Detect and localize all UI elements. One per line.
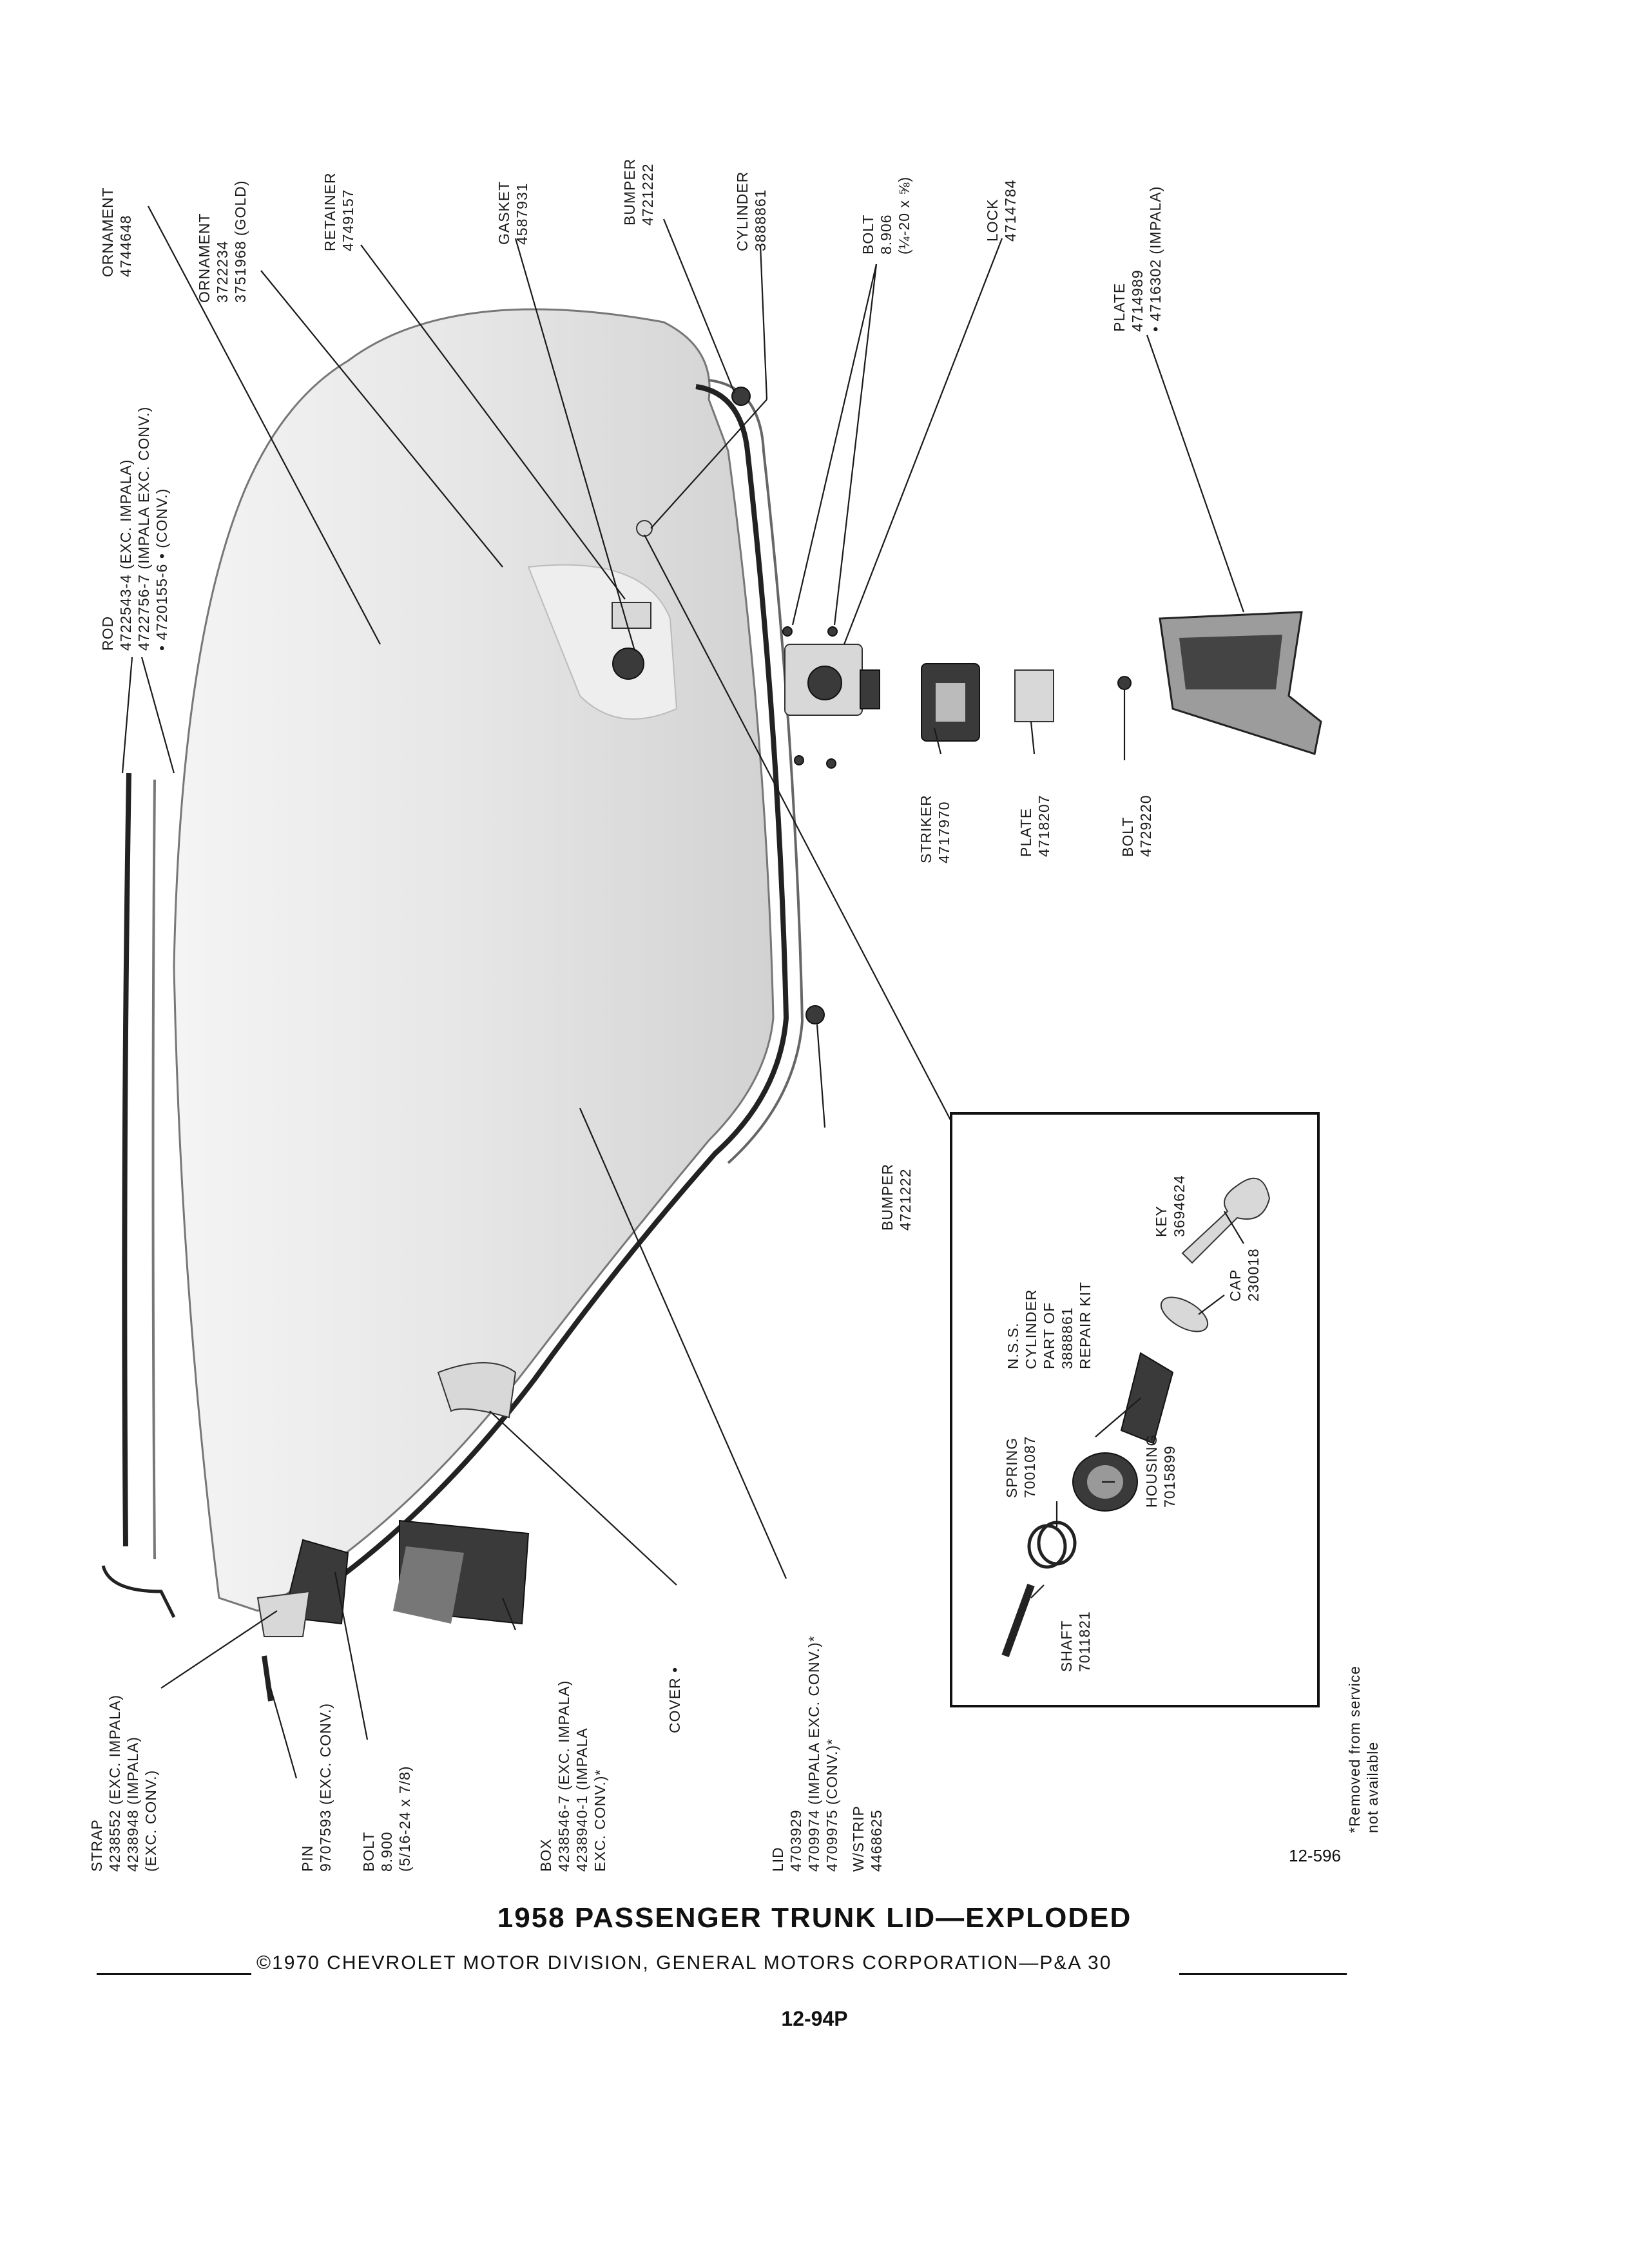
label-line: 8.900 — [378, 1831, 395, 1872]
copyright-text: ©1970 CHEVROLET MOTOR DIVISION, GENERAL MOTORS CORPORATION—P&A 30 — [256, 1952, 1112, 1974]
label-line: 4709975 (CONV.)* — [824, 1738, 840, 1872]
strap-rod — [103, 773, 174, 1617]
label-line: BOLT — [1119, 816, 1136, 857]
label-line: ORNAMENT — [99, 187, 116, 277]
striker-part — [921, 664, 979, 741]
label-line: 9707593 (EXC. CONV.) — [317, 1702, 334, 1872]
label-line: 8.906 — [878, 214, 894, 255]
label-line: 4744648 — [117, 215, 134, 277]
label-line: PLATE — [1111, 282, 1128, 332]
label-line: 4703929 — [787, 1809, 804, 1872]
label-line: 4722543-4 (EXC. IMPALA) — [117, 459, 134, 651]
label-line: 4238940-1 (IMPALA — [574, 1727, 590, 1872]
label-nss-cylinder — [1005, 1282, 1094, 1369]
page-number: 12-94P — [781, 2007, 848, 2030]
label-line: 3722234 — [214, 240, 231, 303]
label-line: PLATE — [1017, 807, 1034, 857]
label-line: CYLINDER — [1023, 1289, 1039, 1369]
label-line: BOLT — [860, 214, 876, 255]
label-line: 4722756-7 (IMPALA EXC. CONV.) — [135, 406, 152, 651]
label-line: (5/16-24 x 7/8) — [396, 1765, 413, 1872]
label-retainer — [322, 172, 356, 251]
label-line: LOCK — [984, 198, 1001, 242]
label-lid — [769, 1635, 840, 1872]
lock-assembly — [785, 644, 880, 715]
label-line: CAP — [1227, 1269, 1244, 1302]
label-line: COVER • — [666, 1666, 683, 1733]
label-bolt-bottom — [360, 1765, 413, 1872]
shaft-part — [1005, 1585, 1031, 1656]
figure-reference: 12-596 — [1289, 1846, 1341, 1865]
label-bumper-top — [621, 159, 656, 226]
label-line: REPAIR KIT — [1077, 1281, 1094, 1369]
label-line: 3694624 — [1171, 1175, 1188, 1237]
label-line: SPRING — [1003, 1437, 1020, 1498]
label-line: BUMPER — [621, 158, 638, 226]
box-part — [393, 1521, 528, 1624]
label-striker — [918, 794, 952, 863]
label-bolt-lock — [860, 177, 912, 255]
label-cover — [666, 1667, 683, 1733]
label-line: 4729220 — [1137, 794, 1154, 857]
label-strap — [88, 1695, 159, 1872]
label-line: • 4720155-6 • (CONV.) — [153, 488, 170, 651]
page-title: 1958 PASSENGER TRUNK LID—EXPLODED — [497, 1902, 1132, 1934]
label-line: 4721222 — [639, 163, 656, 226]
label-line: 3888861 — [1059, 1307, 1075, 1369]
label-plate-top — [1111, 186, 1164, 332]
label-line: • 4716302 (IMPALA) — [1147, 186, 1164, 332]
label-bolt-mid — [1119, 794, 1154, 857]
label-plate-mid — [1017, 794, 1052, 857]
label-line: 3751968 (GOLD) — [232, 180, 249, 303]
label-line: BOLT — [360, 1831, 377, 1872]
label-line: HOUSING — [1143, 1434, 1160, 1508]
label-line: 4717970 — [936, 801, 952, 863]
label-line: (¼-20 x ⅝) — [896, 176, 912, 255]
label-line: 4714784 — [1002, 179, 1019, 242]
bumper-bottom-part — [806, 1006, 824, 1024]
label-lock — [984, 179, 1019, 242]
bolt-mid-part — [1118, 677, 1131, 689]
label-line: CYLINDER — [734, 171, 751, 251]
label-line: KEY — [1153, 1205, 1170, 1237]
label-ornament-top — [99, 187, 134, 277]
label-line: EXC. CONV.)* — [592, 1769, 608, 1872]
label-cylinder — [734, 171, 769, 251]
label-line: 230018 — [1245, 1248, 1262, 1302]
label-line: 4714989 — [1129, 269, 1146, 332]
label-cap — [1227, 1248, 1262, 1302]
label-housing — [1143, 1434, 1178, 1508]
right-rule — [1179, 1973, 1347, 1975]
label-line: 4718207 — [1036, 794, 1052, 857]
label-line: BOX — [537, 1838, 554, 1872]
label-line: 4587931 — [514, 182, 530, 245]
plate-mid-part — [1015, 670, 1054, 722]
spring-part — [1029, 1523, 1075, 1567]
copyright-line — [97, 1952, 1347, 1978]
label-line: 7015899 — [1161, 1445, 1178, 1508]
label-line: W/STRIP — [850, 1805, 867, 1872]
plate-large-part — [1160, 612, 1321, 754]
label-line: 3888861 — [752, 189, 769, 251]
trunk-lid-body — [174, 309, 802, 1624]
label-line: GASKET — [496, 180, 512, 245]
bumper-top-part — [732, 387, 750, 405]
label-line: LID — [769, 1847, 786, 1872]
label-line: ORNAMENT — [196, 213, 213, 303]
label-line: 4238546-7 (EXC. IMPALA) — [555, 1680, 572, 1872]
label-bumper-bottom — [879, 1164, 914, 1231]
label-line: (EXC. CONV.) — [142, 1769, 159, 1872]
label-line: STRIKER — [918, 794, 934, 863]
left-rule — [97, 1973, 251, 1975]
label-wstrip — [850, 1805, 885, 1872]
label-box — [537, 1680, 608, 1872]
label-line: 4468625 — [868, 1809, 885, 1872]
label-line: 7001087 — [1021, 1436, 1038, 1498]
label-pin — [299, 1703, 334, 1872]
nss-cylinder-part — [1121, 1353, 1173, 1443]
label-line: PART OF — [1041, 1302, 1057, 1369]
footnote — [1346, 1666, 1381, 1833]
label-ornament-gold — [196, 180, 249, 303]
label-line: ROD — [99, 615, 116, 651]
label-gasket — [496, 181, 530, 245]
label-line: N.S.S. — [1005, 1322, 1021, 1369]
label-rod — [99, 407, 170, 651]
label-line: 4238552 (EXC. IMPALA) — [106, 1695, 123, 1872]
label-shaft — [1058, 1611, 1093, 1672]
pin-part — [264, 1656, 271, 1701]
footnote-line: not available — [1364, 1741, 1381, 1833]
label-line: 7011821 — [1076, 1611, 1093, 1672]
label-line: STRAP — [88, 1819, 105, 1872]
label-line: SHAFT — [1058, 1620, 1075, 1672]
label-line: 4721222 — [897, 1168, 914, 1231]
label-line: 4709974 (IMPALA EXC. CONV.)* — [805, 1635, 822, 1872]
label-line: RETAINER — [322, 172, 338, 251]
label-line: BUMPER — [879, 1163, 896, 1231]
cap-part — [1155, 1291, 1213, 1339]
label-key — [1153, 1175, 1188, 1237]
footnote-line: *Removed from service — [1346, 1665, 1363, 1833]
label-line: 4238948 (IMPALA) — [124, 1736, 141, 1872]
label-spring — [1003, 1436, 1038, 1498]
label-line: 4749157 — [340, 189, 356, 251]
label-line: PIN — [299, 1845, 316, 1872]
